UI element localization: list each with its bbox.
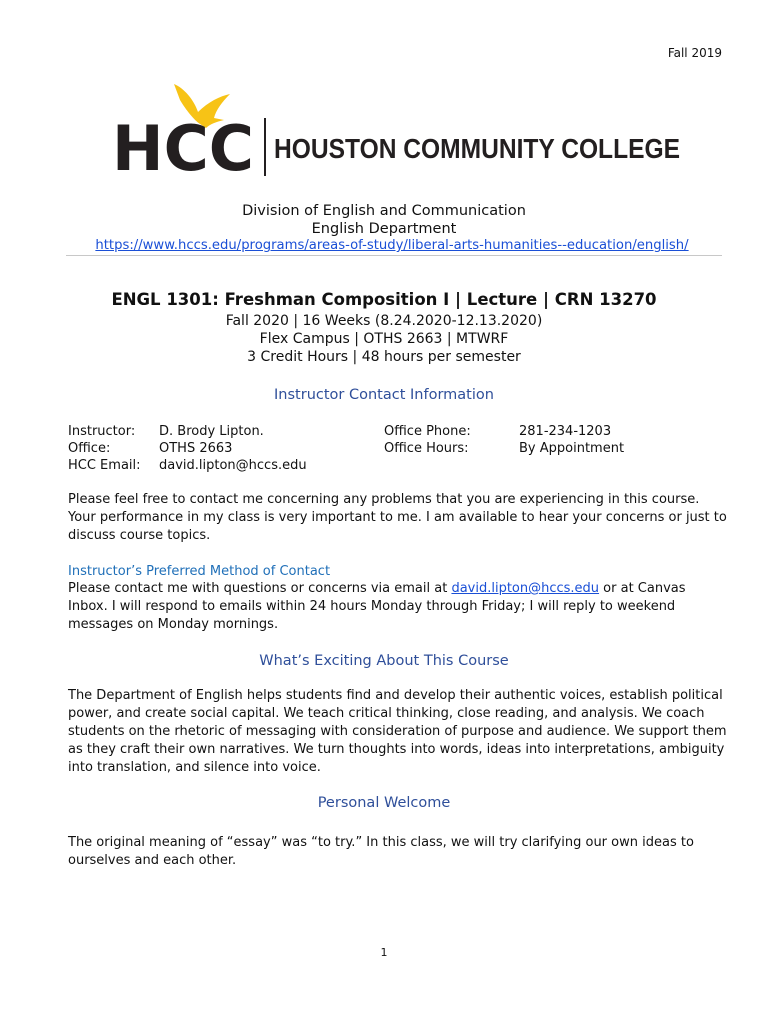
welcome-paragraph: The original meaning of “essay” was “to try.” In this class, we will try clarifying our own ideas to ourselves and each other. [68, 835, 694, 868]
exciting-paragraph: The Department of English helps students find and develop their authentic voices, establish political power, and create social capital. We teach critical thinking, close reading, and analysis. We coach students on the rhetoric of messaging with consideration of purpose and audience. We support them as they craft their own narratives. We turn thoughts into words, ideas into interpretations, ambiguity into translation, and silence into voice. [68, 688, 727, 775]
preferred-contact-paragraph [68, 580, 728, 634]
email-value: david.lipton@hccs.edu [159, 458, 307, 473]
phone-label: Office Phone: [384, 424, 471, 439]
contact-heading: Instructor Contact Information [274, 387, 494, 403]
course-term: Fall 2020 | 16 Weeks (8.24.2020-12.13.2020) [225, 313, 543, 329]
hcc-monogram: HCC [112, 112, 254, 180]
instructor-label: Instructor: [68, 424, 136, 439]
department-url-link[interactable]: https://www.hccs.edu/programs/areas-of-study/liberal-arts-humanities--education/english/ [95, 238, 689, 253]
office-value: OTHS 2663 [159, 441, 233, 456]
instructor-value: D. Brody Lipton. [159, 424, 264, 439]
hours-label: Office Hours: [384, 441, 469, 456]
term-label: Fall 2019 [667, 46, 722, 60]
department-name: English Department [311, 221, 457, 237]
preferred-contact-heading: Instructor’s Preferred Method of Contact [68, 564, 331, 579]
phone-value: 281-234-1203 [519, 424, 612, 439]
page-number: 1 [380, 946, 388, 959]
course-title: ENGL 1301: Freshman Composition I | Lecture | CRN 13270 [111, 290, 657, 309]
hcc-logo [112, 80, 692, 180]
welcome-heading: Personal Welcome [317, 795, 451, 811]
division-header [0, 202, 768, 238]
preferred-text-before: Please contact me with questions or concerns via email at [68, 581, 452, 596]
office-label: Office: [68, 441, 111, 456]
exciting-heading: What’s Exciting About This Course [259, 653, 509, 669]
contact-paragraph: Please feel free to contact me concerning any problems that you are experiencing in this course. Your performance in my class is very important to me. I am available to hear your concerns or just to discuss course topics. [68, 492, 727, 543]
logo-divider [264, 118, 266, 176]
course-details [0, 312, 768, 366]
instructor-email-link[interactable]: david.lipton@hccs.edu [451, 581, 600, 596]
hours-value: By Appointment [519, 441, 625, 456]
course-campus: Flex Campus | OTHS 2663 | MTWRF [259, 331, 509, 347]
url-divider [66, 255, 722, 256]
course-hours: 3 Credit Hours | 48 hours per semester [247, 349, 521, 365]
email-label: HCC Email: [68, 458, 141, 473]
division-name: Division of English and Communication [242, 203, 526, 219]
college-name: HOUSTON COMMUNITY COLLEGE [274, 133, 680, 164]
preferred-text-after: or at Canvas Inbox. I will respond to emails within 24 hours Monday through Friday; I will reply to weekend messages on Monday mornings. [68, 581, 686, 632]
